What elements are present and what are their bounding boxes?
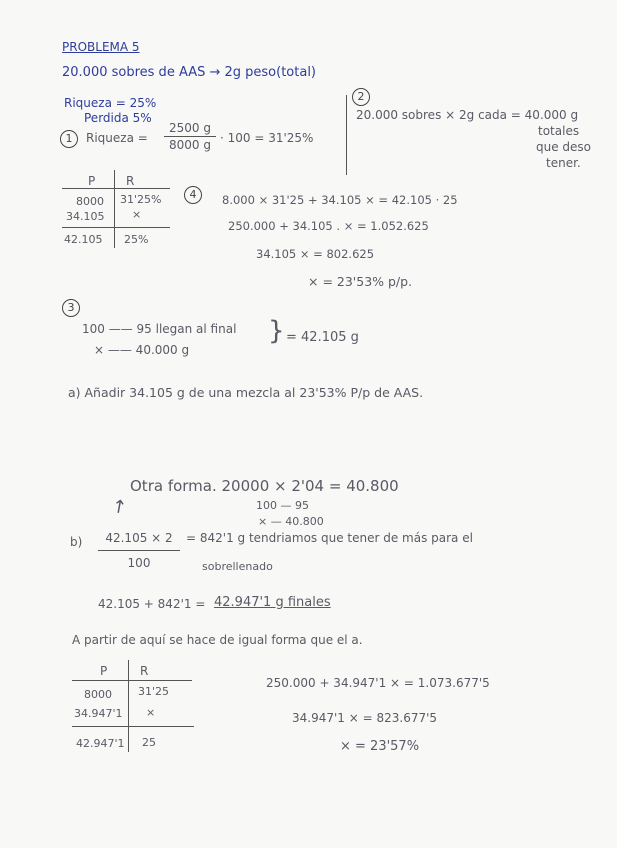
step2-line2: totales	[538, 124, 580, 138]
table1-column-line	[114, 170, 115, 248]
table2-header-line	[72, 680, 192, 681]
step1-numerator: 2500 g	[169, 121, 211, 135]
given-perdida: Perdida 5%	[84, 111, 152, 125]
table1-r2-p: 34.105	[66, 210, 105, 223]
curved-arrow-icon: ↗	[107, 493, 132, 520]
given-riqueza: Riqueza = 25%	[64, 96, 157, 110]
table1-r3-p: 42.105	[64, 233, 103, 246]
table2-header-p: P	[100, 664, 108, 678]
step3-result: = 42.105 g	[286, 330, 359, 345]
part-b-denominator: 100	[127, 556, 151, 570]
step1-result: · 100 = 31'25%	[220, 131, 314, 145]
table2-r2-r: ×	[146, 706, 156, 719]
part-b-fraction	[98, 531, 180, 570]
table1-header-r: R	[126, 174, 135, 188]
table2-column-line	[128, 660, 129, 752]
step3-line1: 100 —— 95 llegan al final	[82, 322, 237, 336]
step4-line1: 8.000 × 31'25 + 34.105 × = 42.105 · 25	[222, 193, 458, 207]
table1-r1-r: 31'25%	[120, 193, 162, 206]
table2-total-line	[72, 726, 194, 727]
table2-r1-r: 31'25	[138, 685, 170, 698]
step4-circle: 4	[184, 186, 202, 204]
step4-line3: 34.105 × = 802.625	[256, 247, 375, 261]
vertical-divider	[346, 95, 347, 175]
problem-title: PROBLEMA 5	[62, 40, 140, 54]
step1-label: Riqueza =	[86, 131, 148, 145]
part-b-numerator: 42.105 × 2	[105, 531, 173, 545]
step2-line4: tener.	[546, 156, 581, 170]
table1-total-line	[62, 227, 170, 228]
table1-r2-r: ×	[132, 208, 142, 221]
part-b-label: b)	[70, 535, 83, 549]
table1-header-line	[62, 188, 170, 189]
part-b-text: = 842'1 g tendriamos que tener de más para el	[186, 531, 473, 545]
step1-denominator: 8000 g	[169, 138, 211, 152]
step4-result: × = 23'53% p/p.	[308, 274, 413, 289]
part-b-text2: sobrellenado	[202, 560, 273, 573]
step2-line1: 20.000 sobres × 2g cada = 40.000 g	[356, 108, 579, 122]
table2-r2-p: 34.947'1	[74, 707, 123, 720]
otra-forma-line1: Otra forma. 20000 × 2'04 = 40.800	[130, 477, 399, 495]
step4-line2: 250.000 + 34.105 . × = 1.052.625	[228, 219, 429, 233]
table1-r3-r: 25%	[124, 233, 149, 246]
fraction-bar	[164, 136, 216, 137]
sum-result: 42.947'1 g finales	[214, 595, 331, 610]
otra-forma-line3: × — 40.800	[258, 515, 324, 528]
step1-fraction	[164, 121, 216, 152]
otra-forma-line2: 100 — 95	[256, 499, 309, 512]
answer-a: a) Añadir 34.105 g de una mezcla al 23'53% P/p de AAS.	[68, 385, 424, 400]
table1-header-p: P	[88, 174, 96, 188]
step2-line3: que deso	[536, 140, 592, 154]
sum-left: 42.105 + 842'1 =	[98, 597, 206, 611]
final-line1: 250.000 + 34.947'1 × = 1.073.677'5	[266, 676, 490, 690]
step3-line2: × —— 40.000 g	[94, 343, 190, 357]
apartir-text: A partir de aquí se hace de igual forma que el a.	[72, 633, 363, 647]
final-result: × = 23'57%	[340, 739, 420, 754]
table2-header-r: R	[140, 664, 149, 678]
problem-statement: 20.000 sobres de AAS → 2g peso(total)	[62, 65, 317, 80]
table2-r3-p: 42.947'1	[76, 737, 125, 750]
step3-brace: }	[268, 316, 285, 346]
table2-r3-r: 25	[142, 736, 156, 749]
final-line2: 34.947'1 × = 823.677'5	[292, 711, 438, 725]
table1-r1-p: 8000	[76, 195, 104, 208]
table2-r1-p: 8000	[84, 688, 112, 701]
step3-circle: 3	[62, 299, 80, 317]
fraction-bar	[98, 550, 180, 551]
step2-circle: 2	[352, 88, 370, 106]
step1-circle: 1	[60, 130, 78, 148]
